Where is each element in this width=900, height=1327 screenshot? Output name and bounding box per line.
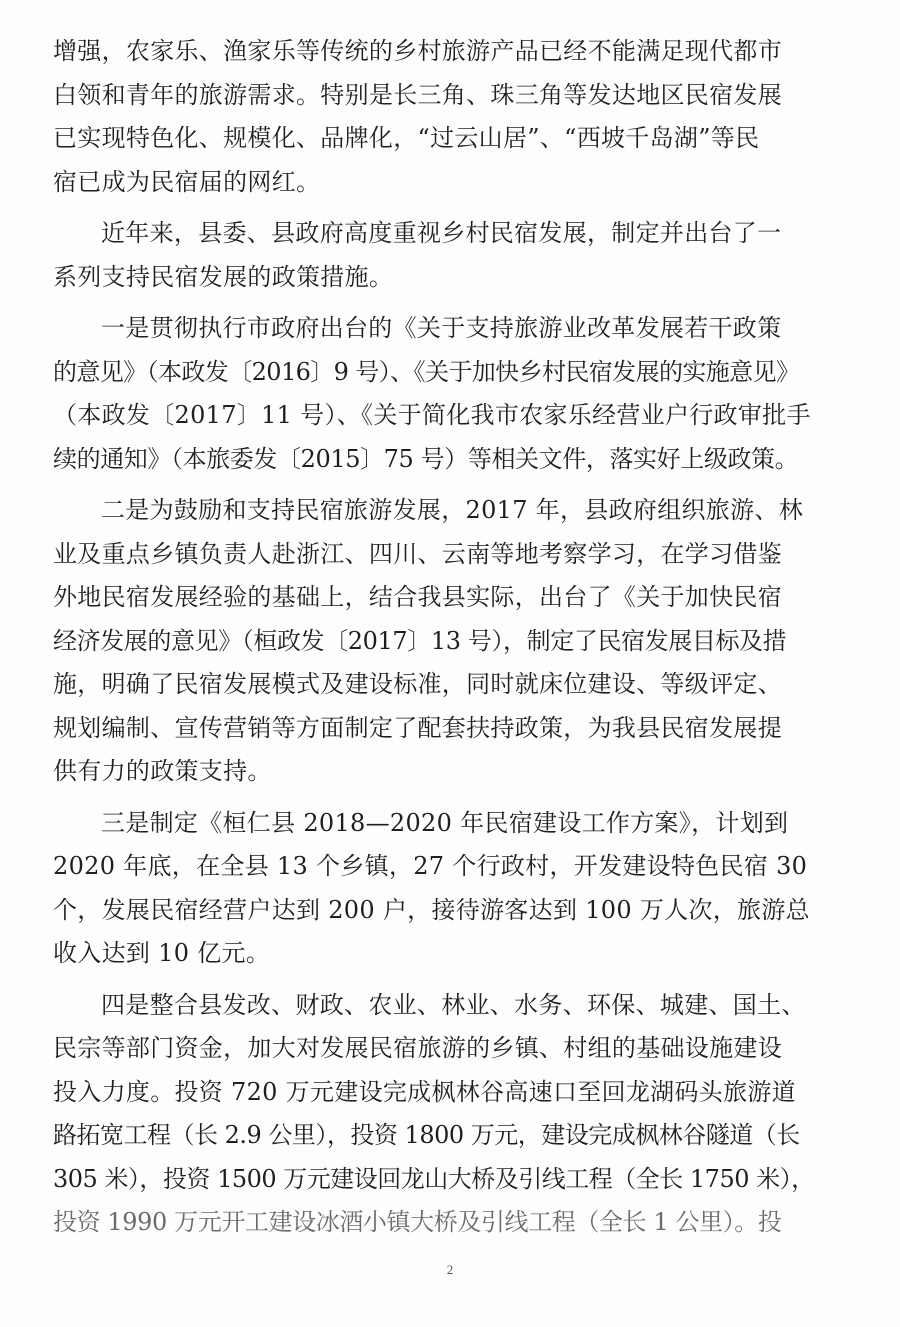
text-line: 二是为鼓励和支持民宿旅游发展，2017 年，县政府组织旅游、林 [101, 496, 804, 524]
text-line: 已实现特色化、规模化、品牌化，“过云山居”、“西坡千岛湖”等民 [53, 124, 760, 152]
text-line: 收入达到 10 亿元。 [53, 939, 271, 967]
text-line: 的意见》（本政发〔2016〕9 号）、《关于加快乡村民宿发展的实施意见》 [53, 357, 800, 386]
text-line: 续的通知》（本旅委发〔2015〕75 号）等相关文件，落实好上级政策。 [53, 444, 799, 473]
text-line: 规划编制、宣传营销等方面制定了配套扶持政策，为我县民宿发展提 [53, 713, 782, 742]
text-line: 305 米），投资 1500 万元建设回龙山大桥及引线工程（全长 1750 米）， [53, 1164, 815, 1193]
text-line: 施，明确了民宿发展模式及建设标准，同时就床位建设、等级评定、 [53, 670, 782, 698]
page-number: 2 [446, 1262, 454, 1277]
text-line: 白领和青年的旅游需求。特别是长三角、珠三角等发达地区民宿发展 [53, 80, 782, 109]
text-line: 业及重点乡镇负责人赴浙江、四川、云南等地考察学习，在学习借鉴 [53, 539, 782, 568]
text-line: 三是制定《桓仁县 2018—2020 年民宿建设工作方案》，计划到 [101, 808, 789, 837]
text-line: 四是整合县发改、财政、农业、林业、水务、环保、城建、国土、 [101, 990, 806, 1019]
text-line: 经济发展的意见》（桓政发〔2017〕13 号），制定了民宿发展目标及措 [53, 626, 787, 655]
text-line: 外地民宿发展经验的基础上，结合我县实际，出台了《关于加快民宿 [53, 583, 782, 611]
text-line: 供有力的政策支持。 [53, 757, 272, 785]
text-line: 民宗等部门资金，加大对发展民宿旅游的乡镇、村组的基础设施建设 [53, 1034, 782, 1062]
text-line: （本政发〔2017〕11 号）、《关于简化我市农家乐经营业户行政审批手 [53, 401, 811, 429]
document-body [53, 30, 833, 1245]
text-line: 个，发展民宿经营户达到 200 户，接待游客达到 100 万人次，旅游总 [53, 895, 810, 924]
text-line: 投资 1990 万元开工建设冰酒小镇大桥及引线工程（全长 1 公里）。投 [53, 1208, 782, 1236]
text-line: 增强，农家乐、渔家乐等传统的乡村旅游产品已经不能满足现代都市 [53, 37, 782, 65]
text-line: 投入力度。投资 720 万元建设完成枫林谷高速口至回龙湖码头旅游道 [53, 1077, 796, 1106]
text-line: 路拓宽工程（长 2.9 公里），投资 1800 万元，建设完成枫林谷隧道（长 [53, 1121, 800, 1149]
text-line: 宿已成为民宿届的网红。 [53, 167, 321, 196]
text-line: 系列支持民宿发展的政策措施。 [53, 262, 394, 291]
text-line: 近年来，县委、县政府高度重视乡村民宿发展，制定并出台了一 [101, 219, 782, 247]
text-line: 2020 年底，在全县 13 个乡镇，27 个行政村，开发建设特色民宿 30 [53, 852, 808, 880]
text-line: 一是贯彻执行市政府出台的《关于支持旅游业改革发展若干政策 [101, 314, 782, 342]
